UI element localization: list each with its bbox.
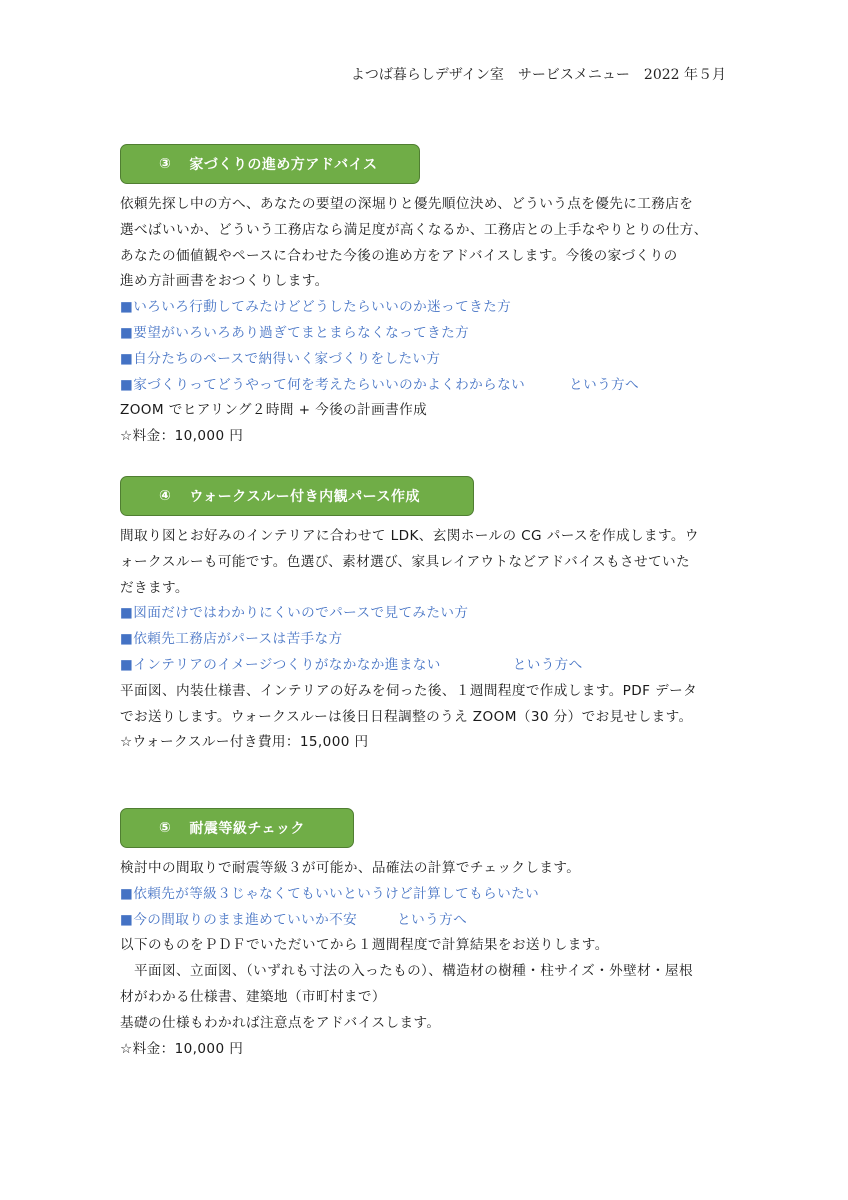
section-badge — [120, 476, 474, 516]
body-line: あなたの価値観やペースに合わせた今後の進め方をアドバイスします。今後の家づくりの — [120, 247, 678, 264]
note-line: ZOOM でヒアリング２時間 + 今後の計画書作成 — [120, 402, 428, 419]
target-item-last — [120, 908, 740, 934]
target-item-last — [120, 373, 740, 399]
target-item: ■いろいろ行動してみたけどどうしたらいいのか迷ってきた方 — [120, 299, 512, 316]
section-badge — [120, 144, 420, 184]
note-line: でお送りします。ウォークスルーは後日日程調整のうえ ZOOM（30 分）でお見せします。 — [120, 708, 693, 725]
target-item: ■要望がいろいろあり過ぎてまとまらなくなってきた方 — [120, 324, 470, 341]
note-line: 材がわかる仕様書、建築地（市町村まで） — [120, 988, 386, 1005]
document-header: よつば暮らしデザイン室 サービスメニュー 2022 年５月 — [350, 67, 726, 83]
target-item-last — [120, 653, 740, 679]
target-text: ■今の間取りのまま進めていいか不安 — [120, 911, 358, 928]
target-text: ■家づくりってどうやって何を考えたらいいのかよくわからない — [120, 376, 526, 393]
body-line: ォークスルーも可能です。色選び、素材選び、家具レイアウトなどアドバイスもさせていた — [120, 553, 690, 570]
target-suffix: という方へ — [512, 656, 583, 673]
body-line: 進め方計画書をおつくりします。 — [120, 273, 329, 290]
body-line: 間取り図とお好みのインテリアに合わせて LDK、玄関ホールの CG パースを作成します。ウ — [120, 528, 699, 544]
body-line: 依頼先探し中の方へ、あなたの要望の深堀りと優先順位決め、どういう点を優先に工務店を — [120, 196, 694, 212]
note-line: 平面図、内装仕様書、インテリアの好みを伺った後、１週間程度で作成します。PDF データ — [120, 682, 698, 699]
target-item: ■依頼先工務店がパースは苦手な方 — [120, 631, 343, 648]
price-line: ☆料金：10,000 円 — [120, 428, 244, 445]
target-suffix: という方へ — [397, 911, 468, 928]
section-seismic-grade-check — [120, 808, 740, 1062]
price-line: ☆ウォークスルー付き費用：15,000 円 — [120, 734, 369, 751]
note-line: 以下のものをＰＤＦでいただいてから１週間程度で計算結果をお送りします。 — [120, 937, 609, 954]
target-item: ■図面だけではわかりにくいのでパースで見てみたい方 — [120, 605, 469, 622]
body-line: だきます。 — [120, 579, 189, 596]
section-title: ウォークスルー付き内観パース作成 — [189, 489, 420, 505]
section-number: ④ — [159, 488, 172, 504]
section-number: ⑤ — [159, 820, 172, 836]
note-line: 基礎の仕様もわかれば注意点をアドバイスします。 — [120, 1014, 441, 1031]
body-line: 選べばいいか、どういう工務店なら満足度が高くなるか、工務店との上手なやりとりの仕方、 — [120, 221, 708, 238]
body-line: 検討中の間取りで耐震等級３が可能か、品確法の計算でチェックします。 — [120, 860, 581, 876]
section-number: ③ — [159, 156, 172, 172]
section-title: 家づくりの進め方アドバイス — [189, 157, 378, 173]
section-walkthrough-perspective — [120, 476, 740, 756]
price-line: ☆料金：10,000 円 — [120, 1040, 244, 1057]
target-item: ■自分たちのペースで納得いく家づくりをしたい方 — [120, 350, 441, 367]
note-line: 平面図、立面図、（いずれも寸法の入ったもの）、構造材の樹種・柱サイズ・外壁材・屋根 — [120, 963, 694, 980]
target-text: ■インテリアのイメージつくりがなかなか進まない — [120, 656, 441, 673]
section-title: 耐震等級チェック — [189, 821, 305, 837]
section-house-building-advice — [120, 144, 740, 450]
target-suffix: という方へ — [569, 376, 640, 393]
target-item: ■依頼先が等級３じゃなくてもいいというけど計算してもらいたい — [120, 885, 540, 902]
section-badge — [120, 808, 354, 848]
